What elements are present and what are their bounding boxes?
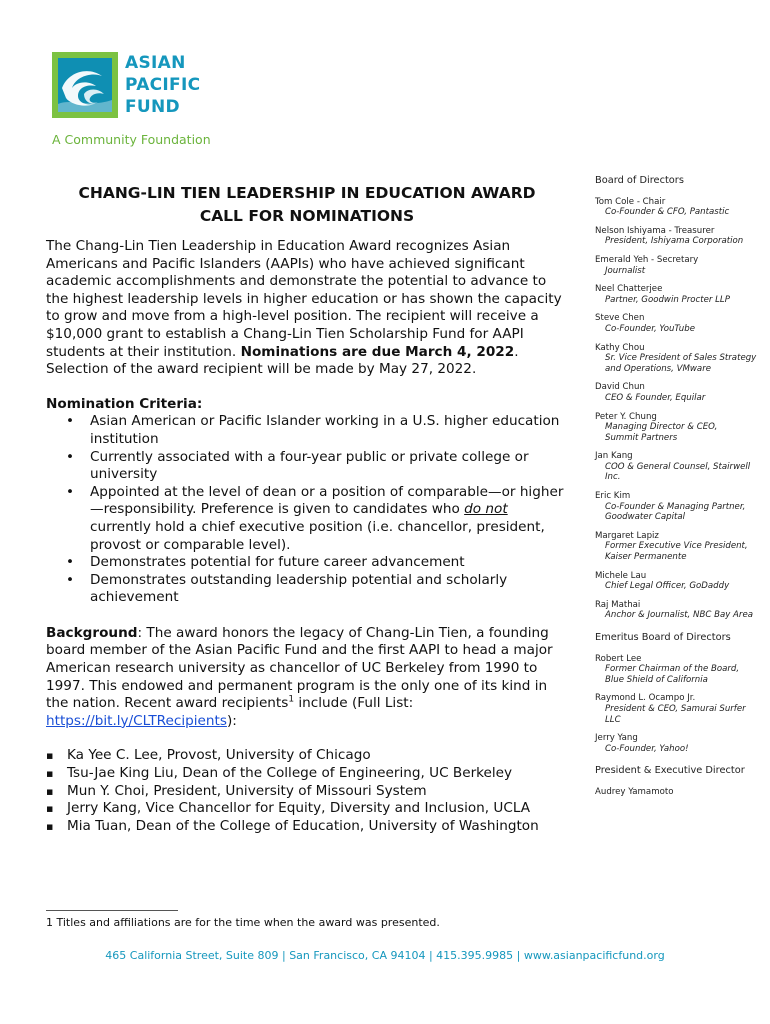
board-member [595,654,767,686]
board-member [595,382,767,403]
member-name: Steve Chen [595,313,645,324]
list-item: • Demonstrates potential for future career advancement [90,554,566,572]
member-role: Chief Legal Officer, GoDaddy [605,581,730,592]
member-role: Blue Shield of California [605,674,708,685]
member-name: Nelson Ishiyama - Treasurer [595,225,715,236]
background-paragraph: Background: The award honors the legacy of Chang-Lin Tien, a founding board member of the Asian Pacific Fund and the first AAPI to head a major American research university as chancellor of UC Berkeley from 1990 to 1997. This endowed and permanent program is the only one of its kind in the nation. Recent award recipients$^1$ include (Full List: https://bit.ly/CLTRecipients): [46,624,553,729]
board-member [595,412,767,444]
board-member [595,313,767,334]
member-role: and Operations, VMware [605,363,712,374]
logo-wordmark: ASIAN PACIFIC FUND [125,53,201,117]
member-role: Anchor & Journalist, NBC Bay Area [605,610,754,621]
board-sidebar [595,176,767,806]
board-member [595,733,767,754]
member-name: Jerry Yang [595,733,638,744]
board-member [595,600,767,621]
member-name: Tom Cole - Chair [595,196,666,207]
board-member [595,284,767,305]
emeritus-heading: Emeritus Board of Directors [595,632,731,643]
footer-contact: 465 California Street, Suite 809 | San Francisco, CA 94104 | 415.395.9985 | www.asianpacificfund.org [105,949,665,962]
member-name: Neel Chatterjee [595,284,663,295]
list-item: ▪ Ka Yee C. Lee, Provost, University of Chicago [67,747,566,765]
member-role: Inc. [605,472,621,483]
member-name: Raymond L. Ocampo Jr. [595,693,696,704]
board-heading: Board of Directors [595,175,684,186]
member-name: Kathy Chou [595,342,645,353]
member-role: Co-Founder, YouTube [605,323,695,334]
criteria-list [46,413,566,607]
board-member [595,451,767,483]
member-role: COO & General Counsel, Stairwell [605,461,751,472]
member-role: President & CEO, Samurai Surfer [605,703,746,714]
member-name: Robert Lee [595,653,642,664]
recipients-list [46,747,566,835]
board-member [595,571,767,592]
member-name: Margaret Lapiz [595,530,659,541]
list-item: ▪ Tsu-Jae King Liu, Dean of the College of Engineering, UC Berkeley [67,765,566,783]
logo-wave-icon [52,52,118,118]
list-item: • Asian American or Pacific Islander working in a U.S. higher education institution [90,413,566,448]
criteria-heading: Nomination Criteria: [46,395,203,412]
member-role: CEO & Founder, Equilar [605,392,706,403]
board-member [595,531,767,563]
member-role: Co-Founder & Managing Partner, [605,501,746,512]
footnote: 1 Titles and affiliations are for the time when the award was presented. [46,916,440,929]
member-role: Kaiser Permanente [605,552,687,563]
board-member [595,343,767,375]
list-item: • Demonstrates outstanding leadership potential and scholarly achievement [90,572,566,607]
president-heading: President & Executive Director [595,765,745,777]
member-role: Partner, Goodwin Procter LLP [605,294,730,305]
member-role: Journalist [605,265,646,276]
list-item: ▪ Mun Y. Choi, President, University of Missouri System [67,783,566,801]
list-item: • Appointed at the level of dean or a position of comparable—or higher—responsibility. Preference is given to candidates who do not currently hold a chief executive position (i.e. chancellor, president, provost or comparable level). [90,484,566,554]
board-member [595,491,767,523]
member-role: President, Ishiyama Corporation [605,236,744,247]
member-name: David Chun [595,382,645,393]
board-member [595,693,767,725]
member-name: Michele Lau [595,570,647,581]
president-name: Audrey Yamamoto [595,786,674,797]
member-role: LLC [605,714,621,725]
member-role: Former Executive Vice President, [605,541,748,552]
board-member [595,226,767,247]
intro-paragraph: The Chang-Lin Tien Leadership in Education Award recognizes Asian Americans and Pacific Islanders (AAPIs) who have achieved significant academic accomplishments and demonstrate the potential to advance to the highest leadership levels in higher education or has shown the capacity to grow and move from a high-level position. The recipient will receive a $10,000 grant to establish a Chang-Lin Tien Scholarship Fund for AAPI students at their institution. Nominations are due March 4, 2022. Selection of the award recipient will be made by May 27, 2022. [46,238,562,378]
member-name: Eric Kim [595,491,631,502]
member-role: Co-Founder, Yahoo! [605,743,689,754]
page-title: CHANG-LIN TIEN LEADERSHIP IN EDUCATION AWARD CALL FOR NOMINATIONS [78,184,536,225]
logo [52,52,222,152]
list-item: • Currently associated with a four-year public or private college or university [90,449,566,484]
list-item: ▪ Jerry Kang, Vice Chancellor for Equity, Diversity and Inclusion, UCLA [67,800,566,818]
member-role: Summit Partners [605,432,678,443]
board-member [595,255,767,276]
list-item: ▪ Mia Tuan, Dean of the College of Education, University of Washington [67,818,566,836]
member-role: Co-Founder & CFO, Pantastic [605,207,730,218]
member-name: Raj Mathai [595,599,641,610]
member-name: Peter Y. Chung [595,411,657,422]
main-content [46,238,566,835]
member-role: Managing Director & CEO, [605,422,718,433]
board-member [595,197,767,218]
logo-tagline: A Community Foundation [52,132,211,147]
member-role: Former Chairman of the Board, [605,664,740,675]
footnote-divider [46,910,178,911]
member-name: Emerald Yeh - Secretary [595,254,699,265]
member-name: Jan Kang [595,451,633,462]
member-role: Goodwater Capital [605,512,685,523]
board-list [595,197,767,621]
recipients-link[interactable]: https://bit.ly/CLTRecipients [46,712,227,729]
emeritus-list [595,654,767,755]
member-role: Sr. Vice President of Sales Strategy [605,353,757,364]
